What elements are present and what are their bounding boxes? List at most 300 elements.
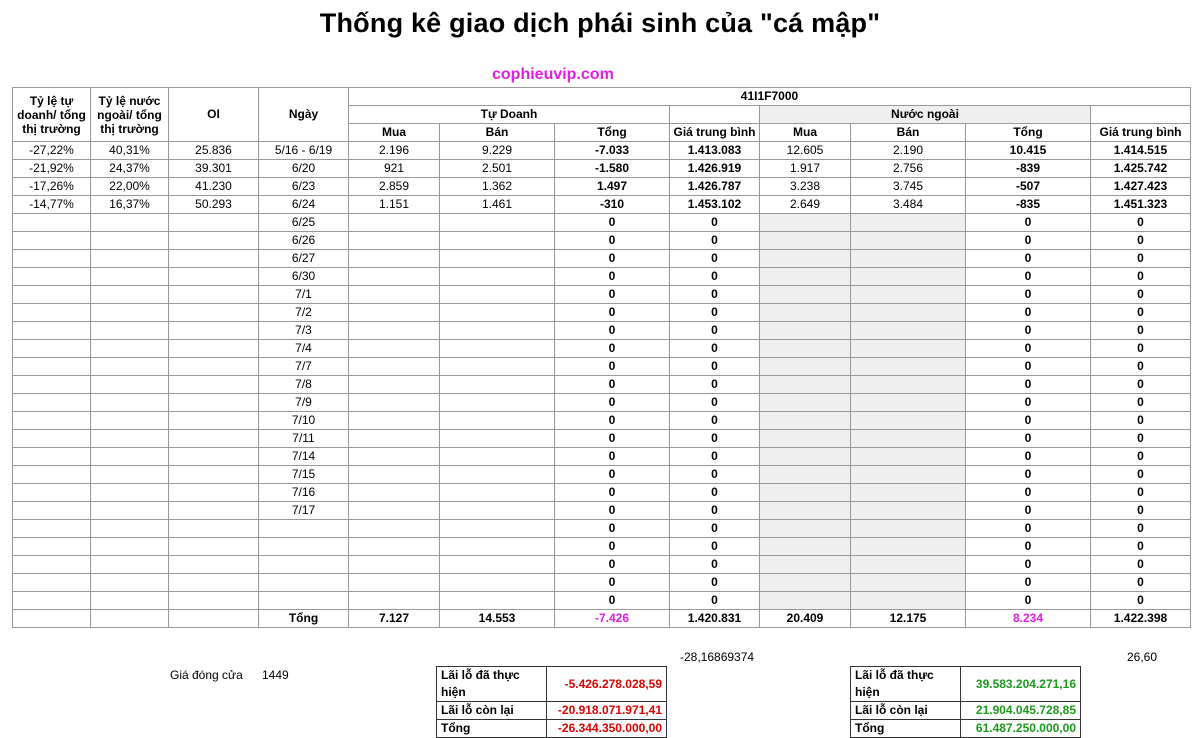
cell-ty-le-nuoc-ngoai [91,358,169,376]
cell-nn-ban [851,448,966,466]
cell-oi [169,502,259,520]
close-price-value: 1449 [262,668,289,682]
table-row [13,430,1191,448]
table-row [13,466,1191,484]
cell-oi [169,574,259,592]
pl-label: Lãi lỗ còn lại [437,702,547,720]
cell-nn-gia: 0 [1091,430,1191,448]
header-blank [670,106,760,124]
cell-ty-le-nuoc-ngoai [91,340,169,358]
cell-td-ban: 9.229 [440,142,555,160]
cell-nn-gia: 0 [1091,268,1191,286]
cell-oi [169,448,259,466]
cell-nn-tong: 0 [966,520,1091,538]
cell-td-ban [440,430,555,448]
cell-nn-gia: 0 [1091,484,1191,502]
header-ty-le-nuoc-ngoai: Tỷ lệ nước ngoài/ tổng thị trường [91,88,169,142]
cell-nn-tong: 0 [966,502,1091,520]
cell-td-mua [349,358,440,376]
header-nn-mua: Mua [760,124,851,142]
cell-oi [169,286,259,304]
table-row [13,574,1191,592]
cell-nn-tong: 0 [966,430,1091,448]
cell-td-ban [440,556,555,574]
table-row [13,502,1191,520]
pl-row [851,667,1081,702]
cell-td-ban: 1.461 [440,196,555,214]
cell-ngay: 7/17 [259,502,349,520]
cell-nn-ban [851,358,966,376]
cell-nn-mua [760,232,851,250]
cell-nn-tong: 0 [966,538,1091,556]
cell-oi [169,232,259,250]
cell-ty-le-nuoc-ngoai [91,304,169,322]
cell-ngay: 7/1 [259,286,349,304]
cell-nn-tong: 10.415 [966,142,1091,160]
cell-nn-ban: 2.756 [851,160,966,178]
cell-td-mua [349,268,440,286]
cell-nn-mua [760,502,851,520]
cell-td-ban [440,574,555,592]
cell-nn-mua: 2.649 [760,196,851,214]
cell-ty-le-tu-doanh [13,358,91,376]
pl-row [437,702,667,720]
cell-td-tong: 0 [555,430,670,448]
cell-nn-ban [851,286,966,304]
cell-ngay: 6/27 [259,250,349,268]
cell-nn-ban [851,520,966,538]
cell-nn-gia: 1.414.515 [1091,142,1191,160]
cell-td-tong: 0 [555,232,670,250]
cell-td-mua [349,484,440,502]
header-td-mua: Mua [349,124,440,142]
cell-td-mua [349,286,440,304]
pl-value: 21.904.045.728,85 [961,702,1081,720]
cell-nn-mua [760,448,851,466]
cell-ty-le-tu-doanh [13,250,91,268]
cell-nn-gia: 0 [1091,574,1191,592]
cell-nn-gia: 0 [1091,502,1191,520]
table-row [13,232,1191,250]
table-row [13,448,1191,466]
table-row [13,538,1191,556]
cell-ty-le-tu-doanh [13,322,91,340]
cell-ty-le-tu-doanh [13,520,91,538]
cell-td-ban [440,466,555,484]
cell-td-gia: 0 [670,574,760,592]
cell-empty [91,610,169,628]
header-ty-le-tu-doanh: Tỷ lệ tự doanh/ tổng thị trường [13,88,91,142]
cell-nn-tong: -835 [966,196,1091,214]
pl-value: -26.344.350.000,00 [547,720,667,738]
cell-nn-tong: 0 [966,214,1091,232]
cell-td-ban [440,592,555,610]
cell-td-gia: 0 [670,502,760,520]
cell-nn-ban [851,340,966,358]
pl-label: Tổng [851,720,961,738]
total-nn-tong: 8.234 [966,610,1091,628]
cell-td-ban [440,502,555,520]
cell-td-tong: 0 [555,448,670,466]
cell-td-ban [440,214,555,232]
cell-nn-ban [851,250,966,268]
cell-ty-le-tu-doanh [13,448,91,466]
cell-td-tong: 1.497 [555,178,670,196]
cell-td-mua [349,340,440,358]
cell-td-ban [440,268,555,286]
cell-ngay [259,520,349,538]
total-td-ban: 14.553 [440,610,555,628]
cell-td-gia: 0 [670,268,760,286]
table-row [13,358,1191,376]
cell-empty [169,610,259,628]
pl-label: Lãi lỗ đã thực hiện [851,667,961,702]
header-nn-gia: Giá trung bình [1091,124,1191,142]
table-row [13,160,1191,178]
cell-ty-le-tu-doanh: -27,22% [13,142,91,160]
pl-row [851,720,1081,738]
cell-nn-mua [760,214,851,232]
cell-nn-tong: 0 [966,448,1091,466]
pl-row [851,702,1081,720]
nn-extra-value: 26,60 [1127,650,1158,664]
cell-ty-le-nuoc-ngoai [91,412,169,430]
cell-ngay: 6/25 [259,214,349,232]
cell-nn-tong: 0 [966,304,1091,322]
cell-td-tong: -7.033 [555,142,670,160]
cell-td-ban [440,340,555,358]
table-row [13,394,1191,412]
table-row [13,322,1191,340]
cell-nn-tong: 0 [966,322,1091,340]
cell-ty-le-tu-doanh [13,430,91,448]
cell-ngay: 7/3 [259,322,349,340]
cell-nn-ban [851,268,966,286]
cell-oi [169,250,259,268]
cell-td-mua [349,466,440,484]
cell-td-gia: 1.413.083 [670,142,760,160]
cell-td-mua [349,232,440,250]
cell-td-mua [349,250,440,268]
cell-td-mua [349,538,440,556]
cell-ngay [259,574,349,592]
cell-nn-mua [760,376,851,394]
table-row [13,286,1191,304]
cell-nn-tong: -507 [966,178,1091,196]
cell-nn-tong: 0 [966,232,1091,250]
cell-td-tong: 0 [555,538,670,556]
cell-td-gia: 0 [670,232,760,250]
cell-nn-gia: 0 [1091,358,1191,376]
cell-ty-le-nuoc-ngoai [91,268,169,286]
cell-td-gia: 1.426.787 [670,178,760,196]
cell-nn-tong: 0 [966,340,1091,358]
cell-td-gia: 0 [670,448,760,466]
pl-label: Lãi lỗ đã thực hiện [437,667,547,702]
cell-td-tong: 0 [555,304,670,322]
cell-td-gia: 0 [670,394,760,412]
cell-oi [169,520,259,538]
cell-td-gia: 0 [670,376,760,394]
cell-nn-ban [851,376,966,394]
cell-ty-le-tu-doanh [13,556,91,574]
total-nn-ban: 12.175 [851,610,966,628]
cell-td-ban [440,538,555,556]
cell-oi [169,430,259,448]
cell-nn-gia: 0 [1091,466,1191,484]
cell-nn-tong: 0 [966,358,1091,376]
cell-ty-le-nuoc-ngoai [91,592,169,610]
cell-td-gia: 0 [670,592,760,610]
cell-nn-tong: 0 [966,286,1091,304]
cell-td-ban [440,232,555,250]
cell-nn-mua: 1.917 [760,160,851,178]
cell-td-mua [349,394,440,412]
cell-td-ban [440,358,555,376]
total-label: Tổng [259,610,349,628]
cell-td-mua [349,592,440,610]
cell-nn-mua [760,466,851,484]
cell-nn-ban [851,412,966,430]
cell-oi [169,376,259,394]
cell-oi: 50.293 [169,196,259,214]
cell-td-mua: 2.196 [349,142,440,160]
cell-oi [169,268,259,286]
cell-ngay: 7/14 [259,448,349,466]
cell-nn-ban [851,574,966,592]
table-row [13,556,1191,574]
cell-nn-tong: 0 [966,466,1091,484]
cell-td-tong: 0 [555,250,670,268]
cell-td-mua [349,520,440,538]
cell-oi [169,322,259,340]
cell-ngay: 6/20 [259,160,349,178]
page-title: Thống kê giao dịch phái sinh của "cá mập" [319,8,881,38]
cell-td-ban [440,286,555,304]
table-row [13,592,1191,610]
cell-td-tong: 0 [555,268,670,286]
cell-nn-tong: 0 [966,574,1091,592]
cell-td-tong: 0 [555,358,670,376]
cell-nn-gia: 0 [1091,286,1191,304]
cell-ngay [259,538,349,556]
table-row [13,214,1191,232]
cell-nn-mua [760,430,851,448]
cell-ty-le-tu-doanh [13,502,91,520]
cell-ngay: 6/30 [259,268,349,286]
cell-td-gia: 0 [670,556,760,574]
cell-nn-ban [851,466,966,484]
cell-nn-ban: 2.190 [851,142,966,160]
pl-value: 39.583.204.271,16 [961,667,1081,702]
cell-td-ban [440,394,555,412]
cell-ngay: 7/7 [259,358,349,376]
cell-ty-le-nuoc-ngoai [91,376,169,394]
cell-ty-le-nuoc-ngoai [91,322,169,340]
cell-td-gia: 0 [670,214,760,232]
cell-td-tong: 0 [555,484,670,502]
cell-oi: 25.836 [169,142,259,160]
cell-oi [169,304,259,322]
cell-ty-le-nuoc-ngoai [91,502,169,520]
cell-nn-ban [851,232,966,250]
header-nn-ban: Bán [851,124,966,142]
cell-td-gia: 1.426.919 [670,160,760,178]
cell-ngay: 7/9 [259,394,349,412]
cell-nn-mua [760,520,851,538]
cell-nn-gia: 0 [1091,214,1191,232]
cell-ngay: 7/4 [259,340,349,358]
cell-nn-tong: 0 [966,250,1091,268]
cell-nn-tong: 0 [966,394,1091,412]
cell-nn-gia: 1.427.423 [1091,178,1191,196]
table-row [13,196,1191,214]
cell-nn-tong: 0 [966,268,1091,286]
cell-td-mua [349,322,440,340]
site-link[interactable]: cophieuvip.com [492,66,614,83]
cell-ty-le-nuoc-ngoai [91,556,169,574]
cell-td-mua: 1.151 [349,196,440,214]
cell-td-gia: 0 [670,430,760,448]
cell-td-tong: 0 [555,412,670,430]
cell-oi [169,358,259,376]
header-ngay: Ngày [259,88,349,142]
cell-oi [169,538,259,556]
table-row [13,250,1191,268]
cell-nn-mua [760,304,851,322]
cell-ty-le-tu-doanh [13,538,91,556]
cell-td-ban [440,376,555,394]
cell-ngay [259,556,349,574]
cell-nn-gia: 0 [1091,232,1191,250]
cell-nn-ban: 3.745 [851,178,966,196]
cell-ty-le-nuoc-ngoai [91,574,169,592]
cell-td-gia: 0 [670,412,760,430]
cell-nn-mua [760,286,851,304]
cell-td-tong: 0 [555,502,670,520]
pl-nuoc-ngoai-table [850,666,1081,738]
cell-td-tong: 0 [555,466,670,484]
cell-nn-mua [760,412,851,430]
cell-nn-mua [760,250,851,268]
cell-ty-le-nuoc-ngoai [91,394,169,412]
cell-oi [169,412,259,430]
cell-oi: 39.301 [169,160,259,178]
cell-nn-gia: 0 [1091,322,1191,340]
cell-ty-le-tu-doanh: -17,26% [13,178,91,196]
cell-ty-le-tu-doanh [13,466,91,484]
cell-td-tong: 0 [555,322,670,340]
cell-ty-le-tu-doanh [13,340,91,358]
cell-nn-mua [760,322,851,340]
cell-ngay: 7/8 [259,376,349,394]
cell-nn-tong: 0 [966,376,1091,394]
cell-ty-le-nuoc-ngoai [91,214,169,232]
cell-nn-mua [760,556,851,574]
cell-nn-gia: 0 [1091,448,1191,466]
cell-nn-tong: 0 [966,412,1091,430]
cell-ty-le-tu-doanh [13,574,91,592]
cell-td-mua [349,214,440,232]
cell-td-tong: 0 [555,592,670,610]
total-nn-mua: 20.409 [760,610,851,628]
cell-nn-mua [760,538,851,556]
table-row [13,520,1191,538]
cell-ty-le-tu-doanh [13,268,91,286]
cell-nn-gia: 0 [1091,394,1191,412]
cell-td-gia: 0 [670,538,760,556]
cell-nn-mua [760,574,851,592]
total-td-tong: -7.426 [555,610,670,628]
cell-ty-le-nuoc-ngoai [91,286,169,304]
cell-nn-mua [760,484,851,502]
cell-ngay: 6/26 [259,232,349,250]
cell-ngay: 7/16 [259,484,349,502]
cell-ty-le-nuoc-ngoai: 22,00% [91,178,169,196]
cell-nn-gia: 0 [1091,592,1191,610]
cell-td-tong: 0 [555,520,670,538]
cell-nn-mua: 3.238 [760,178,851,196]
cell-td-mua: 921 [349,160,440,178]
cell-ty-le-nuoc-ngoai [91,484,169,502]
cell-td-tong: 0 [555,394,670,412]
cell-nn-gia: 0 [1091,538,1191,556]
cell-td-mua [349,412,440,430]
cell-nn-gia: 0 [1091,556,1191,574]
cell-ty-le-tu-doanh [13,304,91,322]
header-tu-doanh: Tự Doanh [349,106,670,124]
cell-nn-ban: 3.484 [851,196,966,214]
cell-td-ban: 1.362 [440,178,555,196]
header-td-gia: Giá trung bình [670,124,760,142]
cell-ty-le-tu-doanh [13,214,91,232]
cell-nn-tong: -839 [966,160,1091,178]
cell-td-gia: 0 [670,466,760,484]
cell-nn-mua [760,394,851,412]
cell-ty-le-tu-doanh [13,394,91,412]
cell-ty-le-tu-doanh [13,484,91,502]
cell-nn-ban [851,214,966,232]
cell-ty-le-nuoc-ngoai: 16,37% [91,196,169,214]
table-row [13,484,1191,502]
cell-nn-ban [851,322,966,340]
pl-row [437,667,667,702]
cell-oi: 41.230 [169,178,259,196]
cell-td-mua: 2.859 [349,178,440,196]
cell-td-mua [349,556,440,574]
cell-ty-le-tu-doanh [13,286,91,304]
cell-ty-le-nuoc-ngoai [91,250,169,268]
cell-ty-le-nuoc-ngoai: 40,31% [91,142,169,160]
cell-ngay [259,592,349,610]
cell-oi [169,466,259,484]
derivatives-table [12,87,1191,628]
cell-nn-ban [851,304,966,322]
cell-oi [169,394,259,412]
cell-nn-ban [851,430,966,448]
cell-ty-le-nuoc-ngoai [91,520,169,538]
header-oi: OI [169,88,259,142]
table-row [13,376,1191,394]
cell-td-mua [349,574,440,592]
cell-td-mua [349,430,440,448]
cell-nn-gia: 0 [1091,304,1191,322]
cell-ngay: 7/2 [259,304,349,322]
cell-ngay: 6/23 [259,178,349,196]
cell-oi [169,556,259,574]
cell-nn-ban [851,556,966,574]
cell-ty-le-nuoc-ngoai [91,430,169,448]
